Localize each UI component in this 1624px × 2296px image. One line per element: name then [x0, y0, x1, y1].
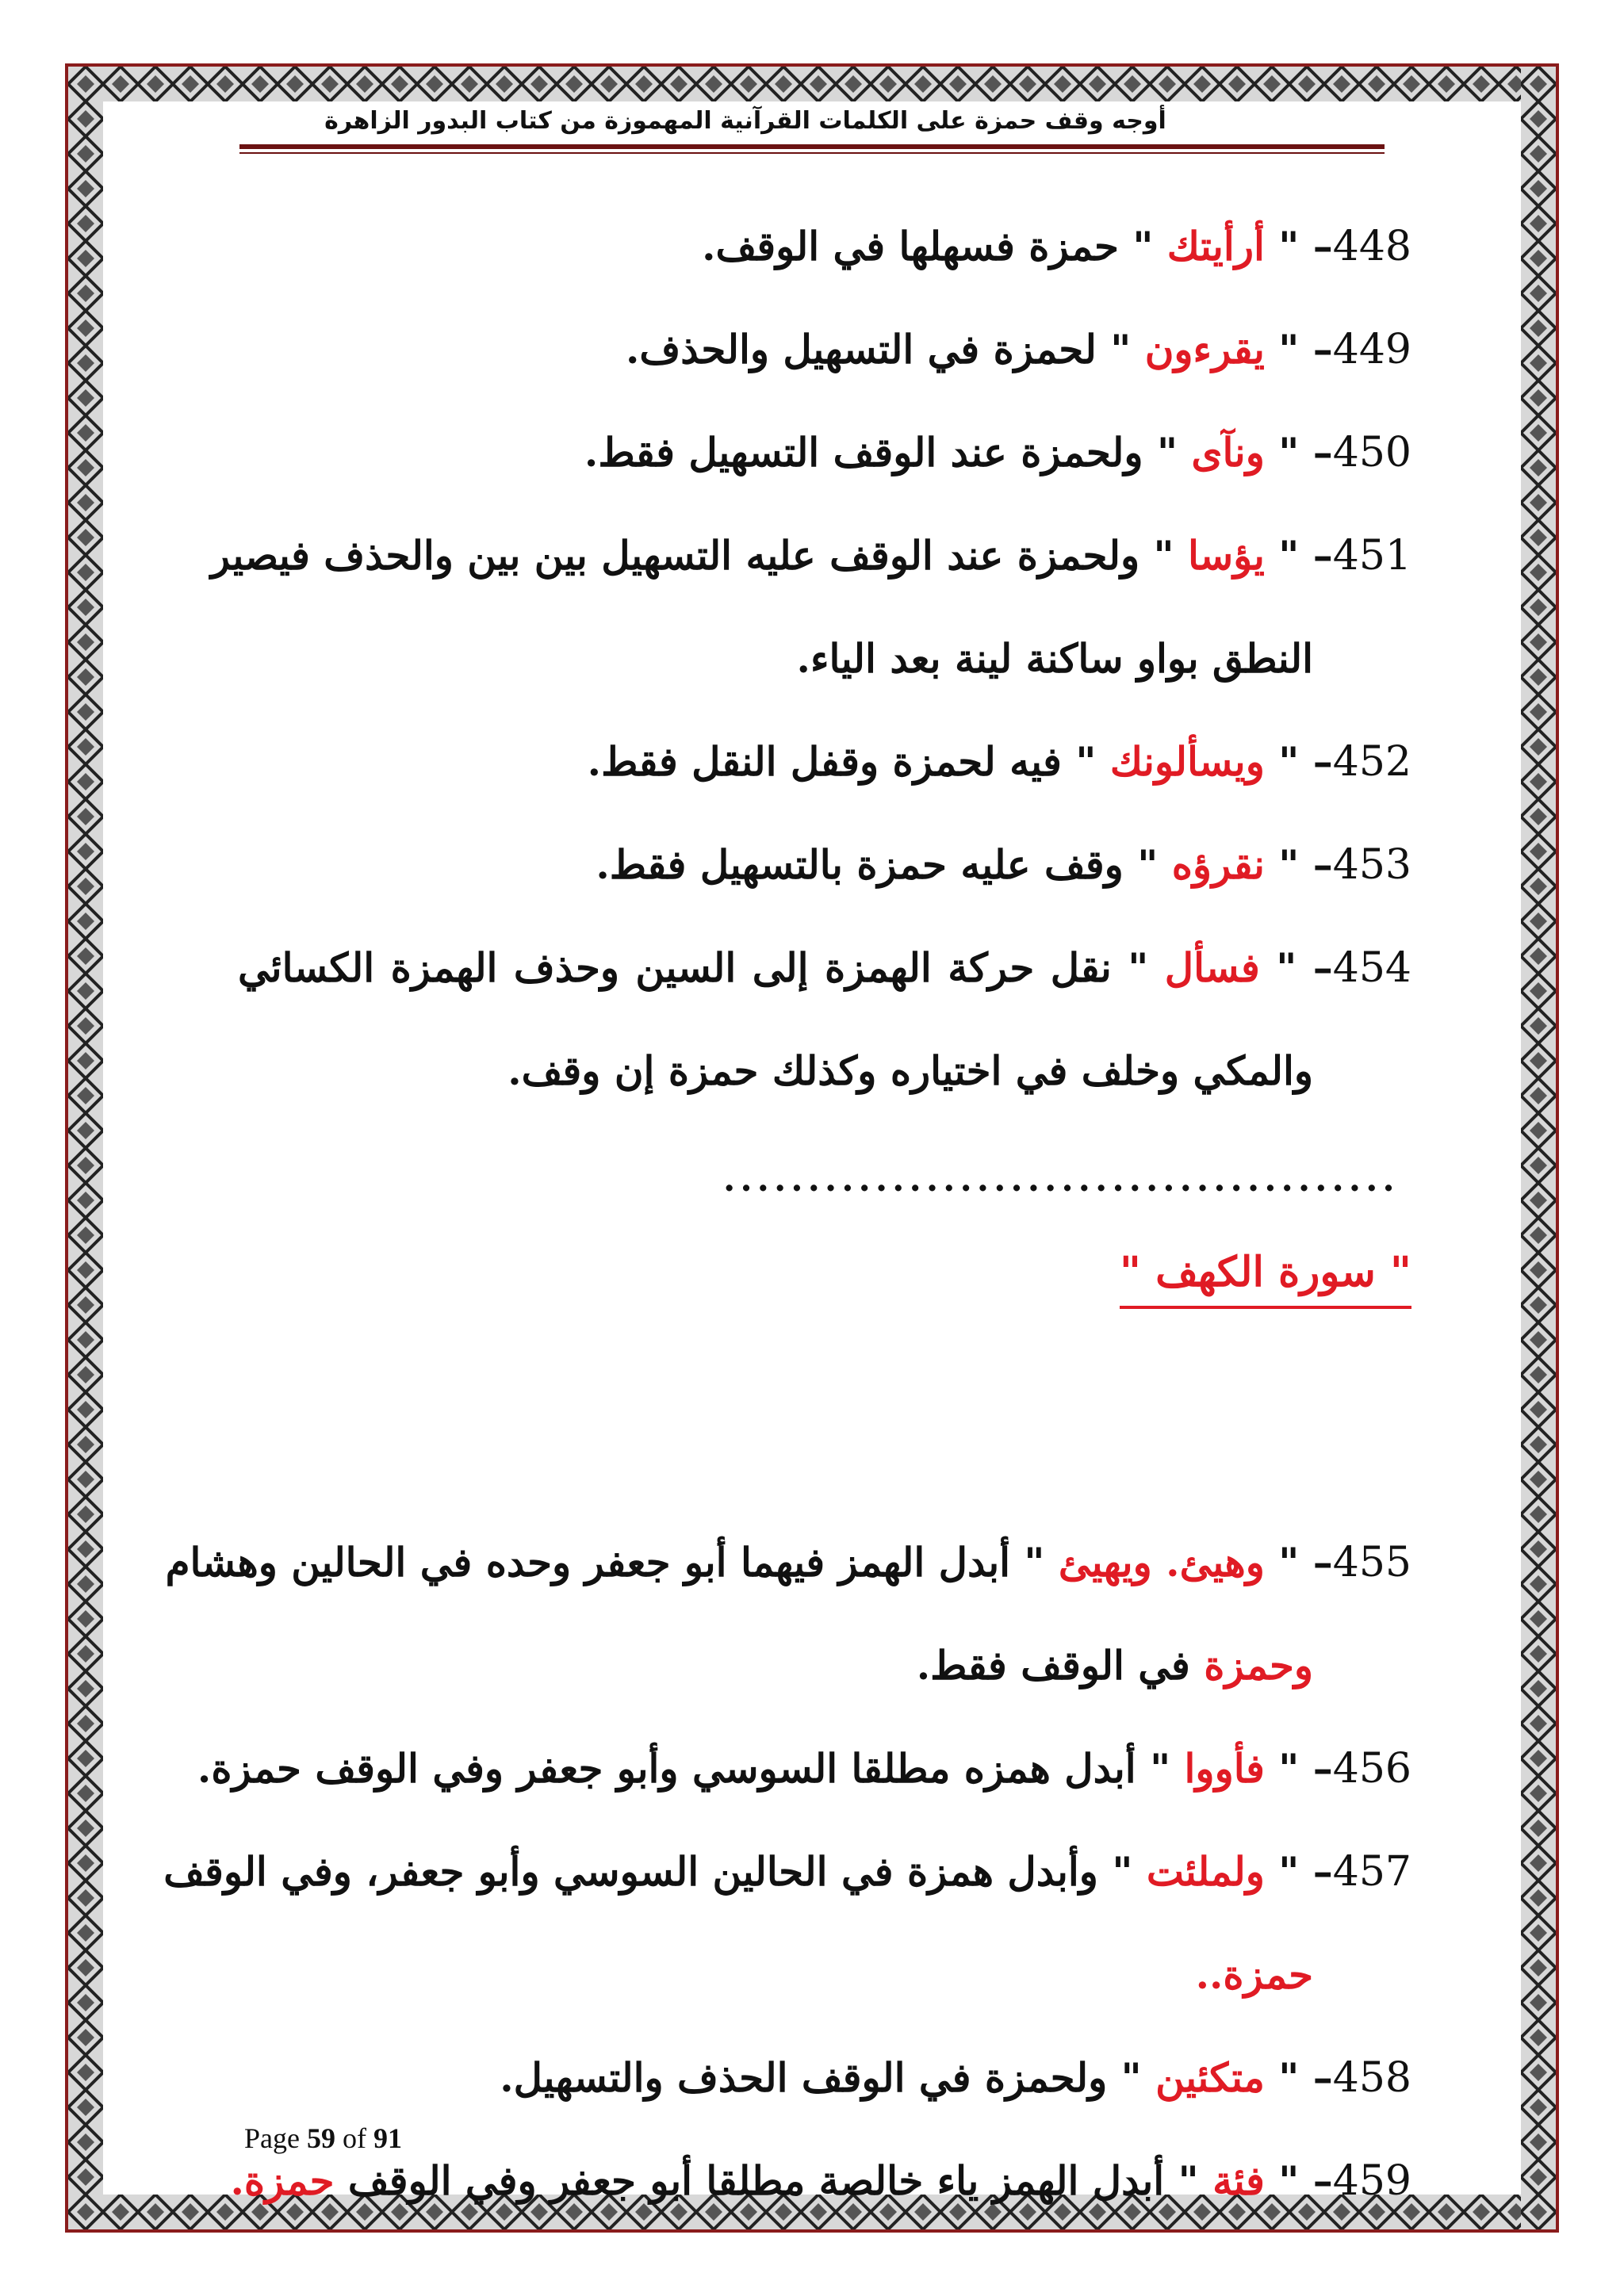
entry-number: 455 — [1332, 1539, 1411, 1586]
entry-word: وهيئ. ويهيئ — [1058, 1539, 1265, 1586]
entry-text: أبدل الهمز ياء خالصة مطلقا أبو جعفر وفي الوقف — [347, 2157, 1165, 2204]
entry-word: يؤسا — [1187, 532, 1265, 579]
entry-text: فيه لحمزة وقفل النقل فقط. — [587, 738, 1062, 785]
entry-word: نقرؤه — [1171, 841, 1265, 888]
entry-text: وأبدل همزة في الحالين السوسي وأبو جعفر، وفي الوقف — [163, 1848, 1098, 1895]
entry-456: 456– " فأووا " أبدل همزه مطلقا السوسي وأبو جعفر وفي الوقف حمزة. — [197, 1745, 1411, 1793]
entry-451-continuation: النطق بواو ساكنة لينة بعد الياء. — [796, 635, 1313, 682]
entry-word: فأووا — [1184, 1745, 1265, 1792]
entry-highlight: حمزة.. — [1195, 1951, 1313, 1998]
entry-457-continuation — [238, 1939, 1313, 2011]
surah-heading: " سورة الكهف " — [1120, 1241, 1411, 1309]
entry-457: 457– " ولملئت " وأبدل همزة في الحالين السوسي وأبو جعفر، وفي الوقف — [163, 1848, 1411, 1896]
border-pattern-right — [1521, 67, 1556, 2229]
entry-word: ونآى — [1191, 429, 1265, 476]
entry-word: يقرءون — [1144, 326, 1265, 373]
entry-number: 448 — [1332, 223, 1411, 270]
entry-text: ولحمزة في الوقف الحذف والتسهيل. — [500, 2054, 1108, 2101]
entry-455: 455– " وهيئ. ويهيئ " أبدل الهمز فيهما أبو جعفر وحده في الحالين وهشام — [165, 1539, 1411, 1586]
entry-text: في الوقف فقط. — [916, 1642, 1190, 1689]
entry-text: أبدل همزه مطلقا السوسي وأبو جعفر وفي الوقف حمزة. — [197, 1745, 1136, 1792]
entry-word: ويسألونك — [1109, 738, 1265, 785]
entry-word: أرأيتك — [1166, 223, 1265, 270]
entry-459: 459– " فئة " أبدل الهمز ياء خالصة مطلقا أبو جعفر وفي الوقف حمزة. — [230, 2157, 1411, 2205]
entry-449: 449– " يقرءون " لحمزة في التسهيل والحذف. — [625, 326, 1411, 373]
entry-number: 457 — [1332, 1848, 1411, 1896]
entry-number: 458 — [1332, 2054, 1411, 2102]
entry-451: 451– " يؤسا " ولحمزة عند الوقف عليه التسهيل بين بين والحذف فيصير — [210, 532, 1411, 580]
entry-number: 456 — [1332, 1745, 1411, 1793]
entry-highlight: وحمزة — [1204, 1642, 1313, 1689]
footer-prefix: Page — [244, 2122, 300, 2154]
footer-page-number: 59 — [306, 2122, 335, 2154]
entry-word: متكئين — [1155, 2054, 1265, 2101]
section-separator: ........................................ — [723, 1159, 1400, 1200]
entry-text: نقل حركة الهمزة إلى السين وحذف الهمزة الكسائي — [238, 944, 1112, 991]
header-rule — [239, 144, 1385, 149]
entry-number: 450 — [1332, 429, 1411, 476]
entry-number: 452 — [1332, 738, 1411, 786]
border-pattern-left — [68, 67, 103, 2229]
entry-text: ولحمزة عند الوقف التسهيل فقط. — [584, 429, 1143, 476]
entry-text: ولحمزة عند الوقف عليه التسهيل بين بين والحذف فيصير — [210, 532, 1140, 579]
border-pattern-top — [68, 67, 1556, 101]
entry-number: 453 — [1332, 841, 1411, 889]
entry-word: فئة — [1212, 2157, 1265, 2204]
entry-number: 454 — [1332, 944, 1411, 992]
footer-of: of — [342, 2122, 366, 2154]
entry-453: 453– " نقرؤه " وقف عليه حمزة بالتسهيل فقط. — [596, 841, 1411, 889]
entry-458: 458– " متكئين " ولحمزة في الوقف الحذف والتسهيل. — [500, 2054, 1411, 2102]
entry-word: فسأل — [1164, 944, 1260, 991]
entry-word: ولملئت — [1146, 1848, 1265, 1895]
entry-text: أبدل الهمز فيهما أبو جعفر وحده في الحالين وهشام — [165, 1539, 1011, 1586]
entry-text: لحمزة في التسهيل والحذف. — [625, 326, 1097, 373]
entry-text: وقف عليه حمزة بالتسهيل فقط. — [596, 841, 1124, 888]
entry-450: 450– " ونآى " ولحمزة عند الوقف التسهيل فقط. — [584, 429, 1411, 476]
entry-448: 448– " أرأيتك " حمزة فسهلها في الوقف. — [702, 223, 1411, 270]
entry-454-continuation: والمكي وخلف في اختياره وكذلك حمزة إن وقف. — [508, 1047, 1313, 1094]
header-title: أوجه وقف حمزة على الكلمات القرآنية المهموزة من كتاب البدور الزاهرة — [324, 107, 1166, 135]
entry-455-continuation — [238, 1630, 1313, 1701]
entry-454: 454– " فسأل " نقل حركة الهمزة إلى السين وحذف الهمزة الكسائي — [238, 944, 1411, 992]
header-rule-thin — [239, 152, 1385, 154]
entry-number: 451 — [1332, 532, 1411, 580]
entry-highlight: حمزة. — [230, 2157, 335, 2204]
entry-text: حمزة فسهلها في الوقف. — [702, 223, 1119, 270]
entry-number: 459 — [1332, 2157, 1411, 2205]
page-footer — [244, 2122, 402, 2155]
entry-number: 449 — [1332, 326, 1411, 373]
footer-total-pages: 91 — [373, 2122, 402, 2154]
entry-452: 452– " ويسألونك " فيه لحمزة وقفل النقل فقط. — [587, 738, 1411, 786]
